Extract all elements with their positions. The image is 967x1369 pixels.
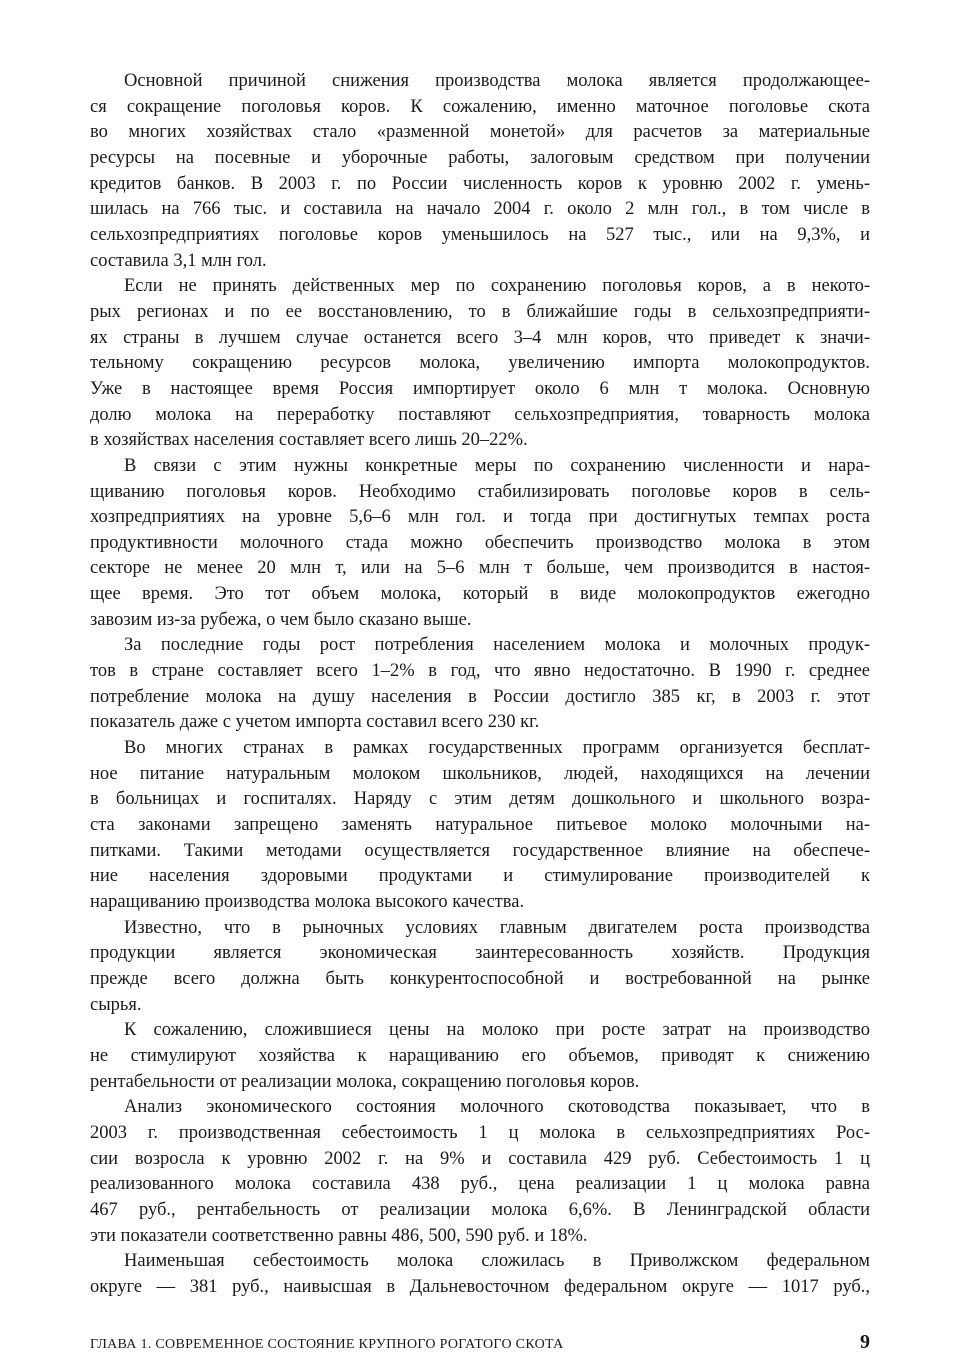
text-line: Уже в настоящее время Россия импортирует около 6 млн т молока. Основную [90, 378, 870, 399]
paragraph [90, 1095, 870, 1249]
text-line: показатель даже с учетом импорта составил всего 230 кг. [90, 712, 540, 733]
page-footer [90, 1331, 870, 1354]
paragraph [90, 69, 870, 274]
text-line: в хозяйствах населения составляет всего лишь 20–22%. [90, 430, 528, 451]
paragraph [90, 736, 870, 916]
text-line: составила 3,1 млн гол. [90, 250, 267, 271]
page [90, 0, 870, 1354]
text-line: В связи с этим нужны конкретные меры по сохранению численности и нара- [124, 455, 870, 476]
text-line: щее время. Это тот объем молока, который в виде молокопродуктов ежегодно [90, 584, 870, 605]
paragraph [90, 633, 870, 736]
paragraph [90, 1018, 870, 1095]
text-line: щиванию поголовья коров. Необходимо стабилизировать поголовье коров в сель- [90, 481, 870, 502]
text-line: округе — 381 руб., наивысшая в Дальневосточном федеральном округе — 1017 руб., [90, 1276, 870, 1297]
text-line: За последние годы рост потребления населением молока и молочных продук- [124, 635, 870, 656]
text-line: шилась на 766 тыс. и составила на начало 2004 г. около 2 млн гол., в том числе в [90, 199, 870, 220]
text-line: не стимулируют хозяйства к наращиванию его объемов, приводят к снижению [90, 1045, 870, 1066]
text-line: сии возросла к уровню 2002 г. на 9% и составила 429 руб. Себестоимость 1 ц [90, 1148, 870, 1169]
text-line: ное питание натуральным молоком школьников, людей, находящихся на лечении [90, 763, 870, 784]
paragraph [90, 454, 870, 634]
text-line: сырья. [90, 994, 142, 1015]
text-line: Во многих странах в рамках государственных программ организуется бесплат- [124, 738, 870, 759]
text-line: ресурсы на посевные и уборочные работы, залоговым средством при получении [90, 147, 870, 168]
text-line: потребление молока на душу населения в России достигло 385 кг, в 2003 г. этот [90, 686, 870, 707]
text-line: кредитов банков. В 2003 г. по России численность коров к уровню 2002 г. умень- [90, 173, 870, 194]
text-line: Наименьшая себестоимость молока сложилась в Приволжском федеральном [124, 1251, 870, 1272]
page-number: 9 [860, 1330, 870, 1353]
text-line: завозим из-за рубежа, о чем было сказано выше. [90, 609, 472, 630]
text-line: во многих хозяйствах стало «разменной монетой» для расчетов за материальные [90, 122, 870, 143]
text-line: долю молока на переработку поставляют сельхозпредприятия, товарность молока [90, 404, 870, 425]
text-line: наращиванию производства молока высокого качества. [90, 892, 525, 912]
text-line: рых регионах и по ее восстановлению, то в ближайшие годы в сельхозпредприяти- [90, 301, 870, 322]
text-line: ние населения здоровыми продуктами и стимулирование производителей к [90, 866, 870, 887]
text-line: продукции является экономическая заинтересованность хозяйств. Продукция [90, 943, 870, 964]
text-line: рентабельности от реализации молока, сокращению поголовья коров. [90, 1071, 640, 1092]
running-footer-chapter: ГЛАВА 1. СОВРЕМЕННОЕ СОСТОЯНИЕ КРУПНОГО РОГАТОГО СКОТА [90, 1336, 564, 1352]
text-line: прежде всего должна быть конкурентоспособной и востребованной на рынке [90, 968, 870, 989]
text-line: питками. Такими методами осуществляется государственное влияние на обеспече- [90, 840, 870, 861]
text-line: хозпредприятиях на уровне 5,6–6 млн гол. и тогда при достигнутых темпах роста [90, 507, 870, 528]
text-line: 2003 г. производственная себестоимость 1 ц молока в сельхозпредприятиях Рос- [90, 1122, 870, 1143]
paragraph [90, 274, 870, 454]
text-line: реализованного молока составила 438 руб., цена реализации 1 ц молока равна [90, 1174, 870, 1195]
text-line: тельному сокращению ресурсов молока, увеличению импорта молокопродуктов. [90, 353, 870, 374]
text-line: эти показатели соответственно равны 486, 500, 590 руб. и 18%. [90, 1225, 588, 1246]
text-line: в больницах и госпиталях. Наряду с этим детям дошкольного и школьного возра- [90, 789, 870, 810]
text-line: продуктивности молочного стада можно обеспечить производство молока в этом [90, 532, 870, 553]
text-line: ях страны в лучшем случае останется всего 3–4 млн коров, что приведет к значи- [90, 327, 870, 348]
body-text [90, 69, 870, 1301]
text-line: 467 руб., рентабельность от реализации молока 6,6%. В Ленинградской области [90, 1199, 870, 1220]
text-line: Известно, что в рыночных условиях главным двигателем роста производства [124, 917, 870, 938]
text-line: ста законами запрещено заменять натуральное питьевое молоко молочными на- [90, 815, 870, 836]
text-line: тов в стране составляет всего 1–2% в год, что явно недостаточно. В 1990 г. среднее [90, 661, 870, 682]
paragraph [90, 1249, 870, 1300]
text-line: секторе не менее 20 млн т, или на 5–6 млн т больше, чем производится в настоя- [90, 558, 870, 579]
paragraph [90, 916, 870, 1019]
text-line: Основной причиной снижения производства молока является продолжающее- [124, 71, 870, 91]
text-line: Анализ экономического состояния молочного скотоводства показывает, что в [124, 1097, 870, 1118]
text-line: Если не принять действенных мер по сохранению поголовья коров, а в некото- [124, 276, 870, 297]
text-line: сельхозпредприятиях поголовье коров уменьшилось на 527 тыс., или на 9,3%, и [90, 224, 870, 245]
text-line: ся сокращение поголовья коров. К сожалению, именно маточное поголовье скота [90, 96, 870, 117]
text-line: К сожалению, сложившиеся цены на молоко при росте затрат на производство [124, 1020, 870, 1041]
